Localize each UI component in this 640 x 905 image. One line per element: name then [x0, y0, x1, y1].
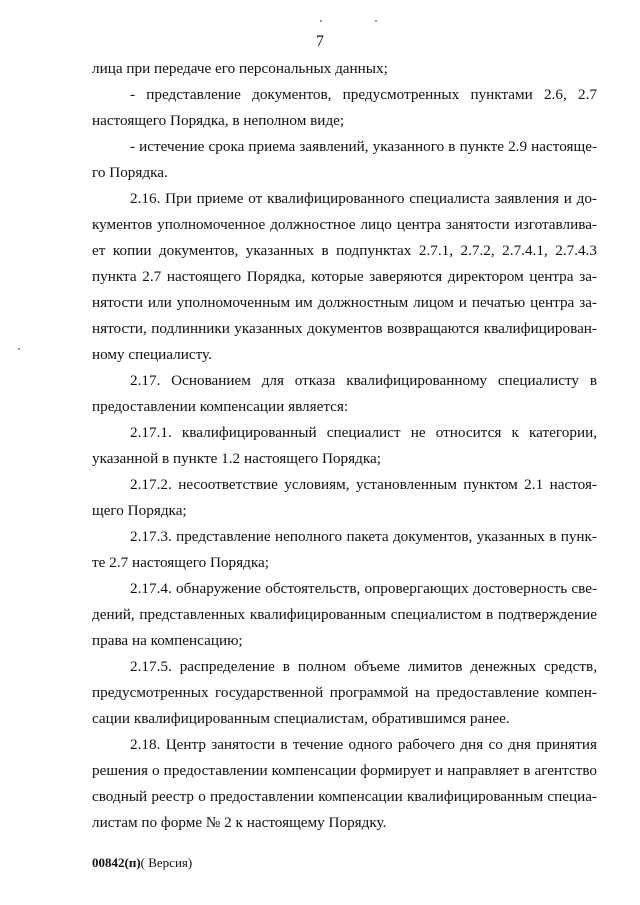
document-footer — [92, 855, 192, 871]
text-line: щего Порядка; — [92, 502, 187, 519]
text-line: го Порядка. — [92, 164, 168, 181]
paragraph — [92, 732, 597, 836]
paragraph — [92, 576, 597, 654]
text-line: 2.17. Основанием для отказа квалифицированному специалисту в — [130, 372, 597, 389]
paragraph — [92, 56, 597, 82]
text-line: 2.18. Центр занятости в течение одного рабочего дня со дня принятия — [130, 736, 597, 753]
text-line: нятости или уполномоченным им должностным лицом и печатью центра за- — [92, 294, 597, 311]
body-text — [92, 56, 597, 836]
paragraph — [92, 368, 597, 420]
text-line: листам по форме № 2 к настоящему Порядку. — [92, 814, 387, 831]
text-line: - представление документов, предусмотренных пунктами 2.6, 2.7 — [130, 86, 597, 103]
text-line: 2.17.4. обнаружение обстоятельств, опровергающих достоверность све- — [130, 580, 597, 597]
text-line: решения о предоставлении компенсации формирует и направляет в агентство — [92, 762, 597, 779]
paragraph — [92, 186, 597, 368]
scan-speck — [320, 20, 322, 22]
text-line: 2.16. При приеме от квалифицированного специалиста заявления и до- — [130, 190, 597, 207]
text-line: указанной в пункте 1.2 настоящего Порядка; — [92, 450, 381, 467]
paragraph — [92, 524, 597, 576]
paragraph — [92, 420, 597, 472]
text-line: дений, представленных квалифицированным специалистом в подтверждение — [92, 606, 597, 623]
text-line: кументов уполномоченное должностное лицо центра занятости изготавлива- — [92, 216, 597, 233]
paragraph — [92, 82, 597, 134]
text-line: 2.17.2. несоответствие условиям, установленным пунктом 2.1 настоя- — [130, 476, 597, 493]
text-line: пункта 2.7 настоящего Порядка, которые заверяются директором центра за- — [92, 268, 597, 285]
text-line: сации квалифицированным специалистам, обратившимся ранее. — [92, 710, 510, 727]
text-line: ному специалисту. — [92, 346, 212, 363]
text-line: 2.17.1. квалифицированный специалист не относится к категории, — [130, 424, 597, 441]
page-number: 7 — [316, 33, 324, 50]
paragraph — [92, 654, 597, 732]
text-line: 2.17.3. представление неполного пакета документов, указанных в пунк- — [130, 528, 597, 545]
text-line: настоящего Порядка, в неполном виде; — [92, 112, 345, 129]
text-line: те 2.7 настоящего Порядка; — [92, 554, 269, 571]
text-line: нятости, подлинники указанных документов возвращаются квалифицирован- — [92, 320, 597, 337]
scan-speck — [18, 348, 20, 350]
document-version: ( Версия) — [140, 855, 193, 870]
paragraph — [92, 472, 597, 524]
text-line: предусмотренных государственной программой на предоставление компен- — [92, 684, 597, 701]
text-line: права на компенсацию; — [92, 632, 243, 649]
paragraph — [92, 134, 597, 186]
text-line: лица при передаче его персональных данных; — [92, 60, 388, 77]
text-line: - истечение срока приема заявлений, указанного в пункте 2.9 настояще- — [130, 138, 597, 155]
text-line: ет копии документов, указанных в подпунктах 2.7.1, 2.7.2, 2.7.4.1, 2.7.4.3 — [92, 242, 597, 259]
scan-speck — [375, 20, 377, 22]
text-line: сводный реестр о предоставлении компенсации квалифицированным специа- — [92, 788, 597, 805]
text-line: предоставлении компенсации является: — [92, 398, 349, 415]
text-line: 2.17.5. распределение в полном объеме лимитов денежных средств, — [130, 658, 597, 675]
document-code: 00842(п) — [92, 855, 141, 870]
